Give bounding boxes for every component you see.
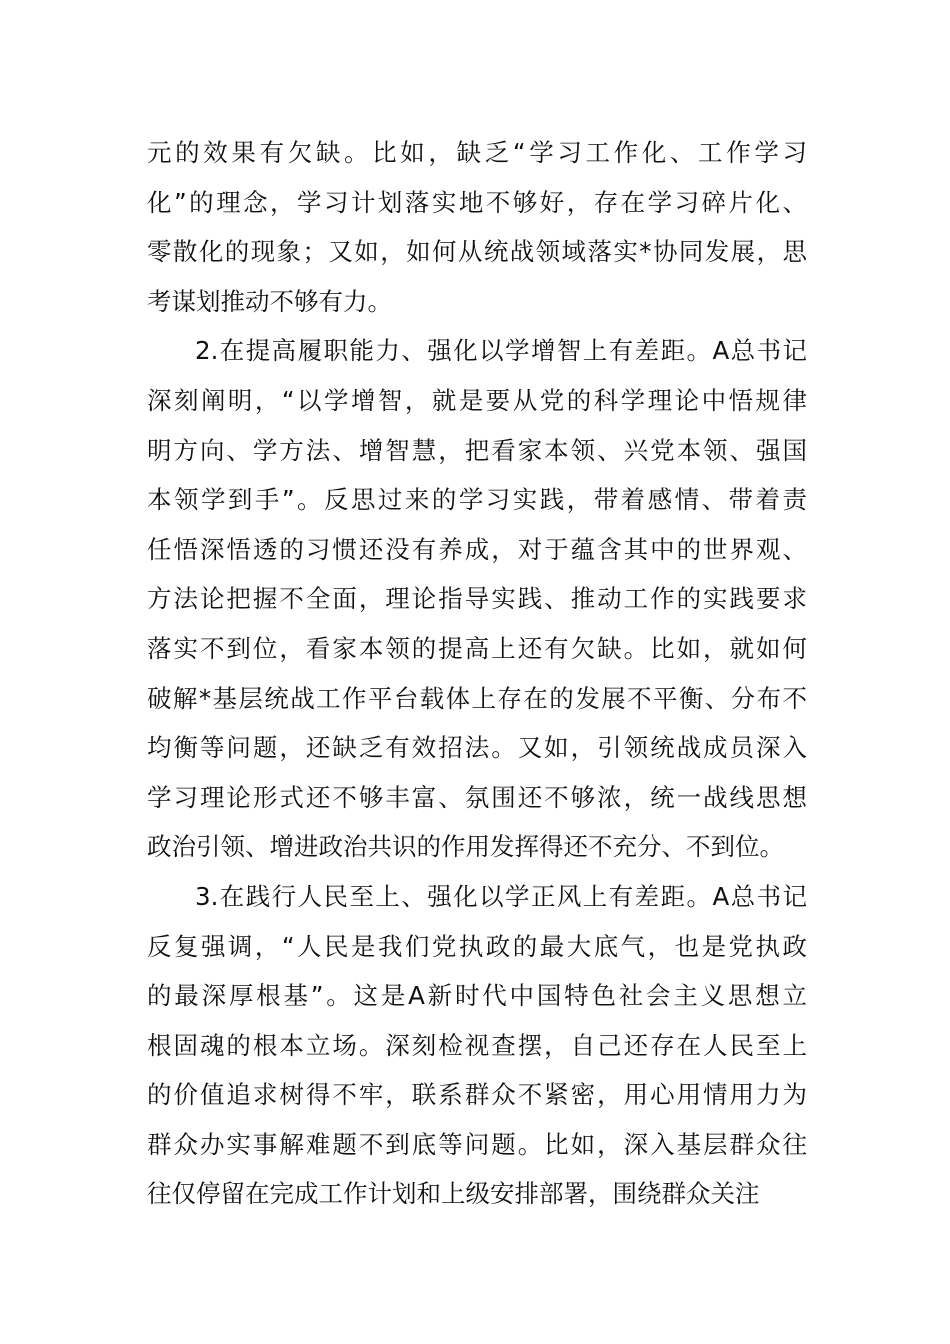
text-line: 元的效果有欠缺。比如，缺乏“学习工作化、工作学习 — [147, 138, 807, 167]
text-line: 反复强调，“人民是我们党执政的最大底气，也是党执政 — [147, 931, 807, 961]
text-line: 的价值追求树得不牢，联系群众不紧密，用心用情用力为 — [147, 1080, 807, 1110]
text-line: 2.在提高履职能力、强化以学增智上有差距。A总书记 — [195, 336, 807, 366]
text-line: 破解*基层统战工作平台载体上存在的发展不平衡、分布不 — [147, 683, 807, 713]
text-line: 3.在践行人民至上、强化以学正风上有差距。A总书记 — [195, 881, 807, 911]
text-line: 根固魂的根本立场。深刻检视查摆，自己还存在人民至上 — [147, 1030, 807, 1060]
text-line: 方法论把握不全面，理论指导实践、推动工作的实践要求 — [147, 584, 807, 614]
paragraph-1-continued — [147, 128, 807, 326]
paragraph-3 — [147, 872, 807, 1219]
text-line: 落实不到位，看家本领的提高上还有欠缺。比如，就如何 — [147, 633, 807, 663]
text-line: 明方向、学方法、增智慧，把看家本领、兴党本领、强国 — [147, 435, 807, 465]
text-line: 往仅停留在完成工作计划和上级安排部署，围绕群众关注 — [147, 1179, 760, 1209]
text-line: 化”的理念，学习计划落实地不够好，存在学习碎片化、 — [147, 187, 807, 217]
text-line: 深刻阐明，“以学增智，就是要从党的科学理论中悟规律 — [147, 385, 807, 415]
text-line: 任悟深悟透的习惯还没有养成，对于蕴含其中的世界观、 — [147, 534, 807, 564]
text-line: 群众办实事解难题不到底等问题。比如，深入基层群众往 — [147, 1129, 807, 1159]
text-line: 的最深厚根基”。这是A新时代中国特色社会主义思想立 — [147, 981, 807, 1011]
text-line: 政治引领、增进政治共识的作用发挥得还不充分、不到位。 — [147, 832, 784, 862]
body-text — [147, 128, 807, 1219]
text-line: 学习理论形式还不够丰富、氛围还不够浓，统一战线思想 — [147, 782, 807, 812]
paragraph-2 — [147, 326, 807, 872]
text-line: 考谋划推动不够有力。 — [147, 286, 392, 316]
text-line: 零散化的现象；又如，如何从统战领域落实*协同发展，思 — [147, 237, 807, 267]
text-line: 本领学到手”。反思过来的学习实践，带着感情、带着责 — [147, 485, 807, 515]
text-line: 均衡等问题，还缺乏有效招法。又如，引领统战成员深入 — [147, 733, 807, 763]
